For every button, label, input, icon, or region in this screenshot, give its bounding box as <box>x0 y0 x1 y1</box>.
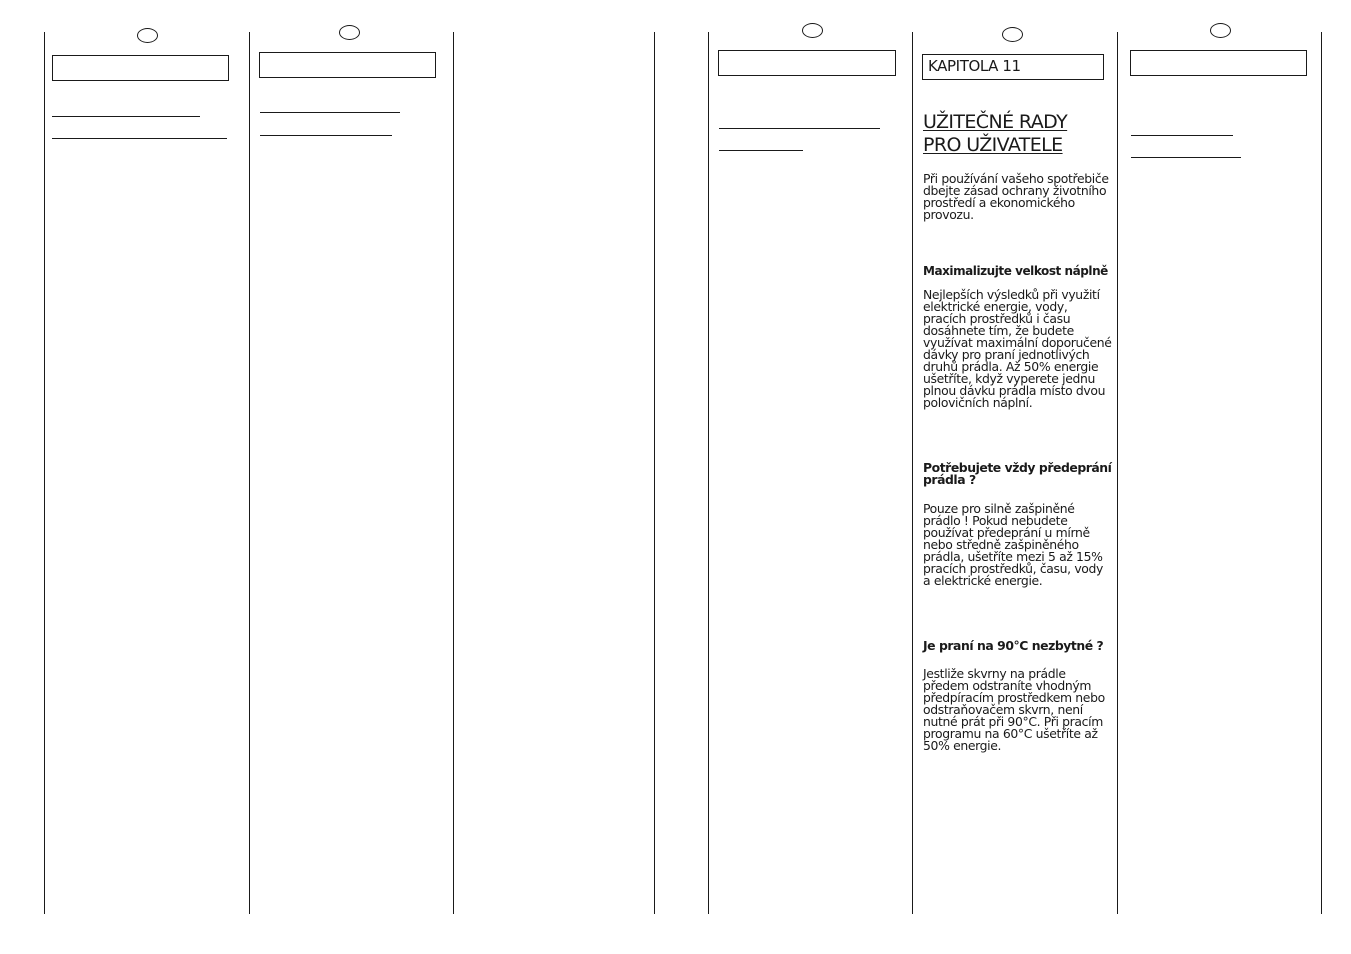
section-body: Nejlepších výsledků při využití elektrické energie, vody, pracích prostředků i času dosáhnete tím, že budete využívat maximální doporučené dávky pro praní jednotlivých druhů prádla. Až 50% energie ušetříte, když vyperete jednu plnou dávku prádla místo dvou polovičních náplní. <box>923 287 1112 410</box>
chapter-header-box <box>922 54 1104 80</box>
page-title <box>923 111 1113 157</box>
language-marker-oval <box>802 23 823 38</box>
column-divider <box>654 32 655 914</box>
title-underline-placeholder <box>52 138 227 139</box>
language-marker-oval <box>1002 27 1023 42</box>
section-heading: Je praní na 90°C nezbytné ? <box>923 638 1104 653</box>
title-underline-placeholder <box>52 116 200 117</box>
title-underline-placeholder <box>719 150 803 151</box>
title-underline-placeholder <box>260 112 400 113</box>
column-divider <box>1117 32 1118 914</box>
column-divider <box>44 32 45 914</box>
column-divider <box>912 32 913 914</box>
section-body: Pouze pro silně zašpiněné prádlo ! Pokud nebudete používat předeprání u mírně nebo středně zašpiněného prádla, ušetříte mezi 5 až 15% pracích prostředků, času, vody a elektrické energie. <box>923 501 1104 588</box>
title-underline-placeholder <box>719 128 880 129</box>
language-marker-oval <box>1210 23 1231 38</box>
section-body: Jestliže skvrny na prádle předem odstraníte vhodným předpíracím prostředkem nebo odstraňovačem skvrn, není nutné prát při 90°C. Při pracím programu na 60°C ušetříte až 50% energie. <box>923 666 1105 753</box>
title-underline-placeholder <box>1131 157 1241 158</box>
language-marker-oval <box>137 28 158 43</box>
chapter-header-box <box>1130 50 1307 76</box>
section-heading: Maximalizujte velkost náplně <box>923 264 1108 278</box>
chapter-header-box <box>259 52 436 78</box>
section-heading: Potřebujete vždy předeprání prádla ? <box>923 460 1112 487</box>
chapter-header-box <box>718 50 896 76</box>
intro-paragraph: Při používání vašeho spotřebiče dbejte zásad ochrany životního prostředí a ekonomického provozu. <box>923 171 1109 222</box>
column-divider <box>708 32 709 914</box>
title-underline-placeholder <box>1131 135 1233 136</box>
page-title-line: PRO UŽIVATELE <box>923 134 1063 156</box>
column-divider <box>249 32 250 914</box>
column-divider <box>1321 32 1322 914</box>
chapter-label: KAPITOLA 11 <box>928 57 1021 75</box>
title-underline-placeholder <box>260 135 392 136</box>
page-title-line: UŽITEČNÉ RADY <box>923 111 1068 133</box>
language-marker-oval <box>339 25 360 40</box>
column-divider <box>453 32 454 914</box>
chapter-header-box <box>52 55 229 81</box>
